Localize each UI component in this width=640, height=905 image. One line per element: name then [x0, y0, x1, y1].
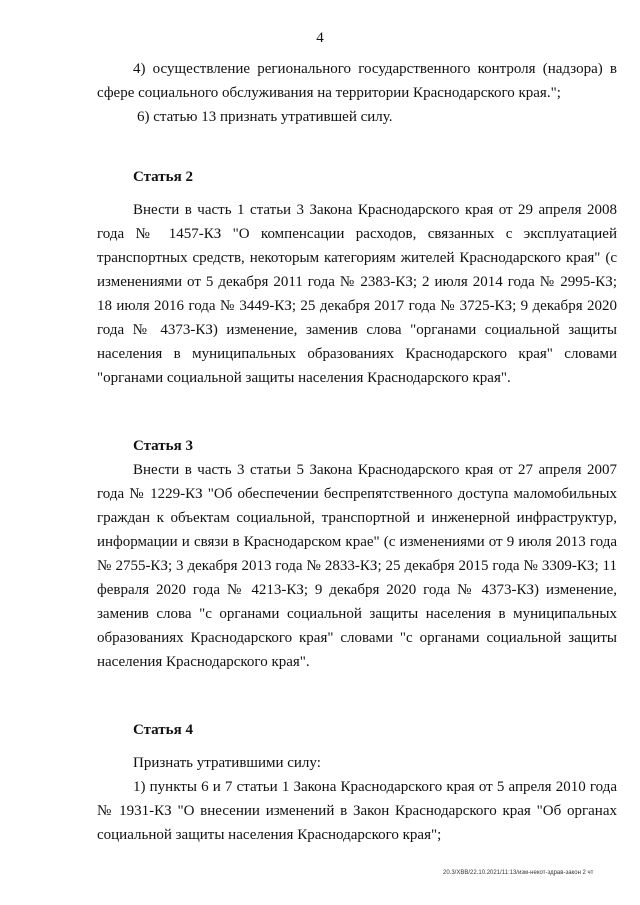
spacer — [97, 129, 617, 165]
article-3-text: Внести в часть 3 статьи 5 Закона Краснодарского края от 27 апреля 2007 года № 1229-КЗ "Об обеспечении беспрепятственного доступа маломобильных граждан к объектам социальной, транспортной и инженерной инфраструктур, информации и связи в Краснодарском крае" (с изменениями от 9 июля 2013 года № 2755-КЗ; 3 декабря 2013 года № 2833-КЗ; 25 декабря 2015 года № 3309-КЗ; 11 февраля 2020 года № 4213-КЗ; 9 декабря 2020 года № 4373-КЗ) изменение, заменив слова "с органами социальной защиты населения в муниципальных образованиях Краснодарского края" словами "с органами социальной защиты населения Краснодарского края". — [97, 462, 617, 670]
paragraph-item-4: 4) осуществление регионального государственного контроля (надзора) в сфере социального обслуживания на территории Краснодарского края."; — [97, 61, 617, 101]
paragraph-item-6: 6) статью 13 признать утратившей силу. — [137, 109, 393, 125]
article-4-intro: Признать утратившими силу: — [133, 755, 321, 771]
article-3-heading: Статья 3 — [133, 438, 193, 454]
article-2-heading: Статья 2 — [133, 169, 193, 185]
spacer — [97, 189, 617, 198]
spacer — [97, 390, 617, 434]
article-4-heading: Статья 4 — [133, 722, 193, 738]
document-body — [97, 57, 617, 847]
spacer — [97, 742, 617, 751]
article-4-item-1: 1) пункты 6 и 7 статьи 1 Закона Краснодарского края от 5 апреля 2010 года № 1931-КЗ "О внесении изменений в Закон Краснодарского края "Об органах социальной защиты населения Краснодарского края"; — [97, 779, 617, 843]
spacer — [97, 674, 617, 718]
article-2-text: Внести в часть 1 статьи 3 Закона Краснодарского края от 29 апреля 2008 года № 1457-КЗ "О компенсации расходов, связанных с эксплуатацией транспортных средств, некоторым категориям жителей Краснодарского края" (с изменениями от 5 декабря 2011 года № 2383-КЗ; 2 июля 2014 года № 2995-КЗ; 18 июля 2016 года № 3449-КЗ; 25 декабря 2017 года № 3725-КЗ; 9 декабря 2020 года № 4373-КЗ) изменение, заменив слова "органами социальной защиты населения в муниципальных образованиях Краснодарского края" словами "органами социальной защиты населения Краснодарского края". — [97, 202, 617, 386]
page-number: 4 — [316, 30, 324, 46]
document-footer-code: 20.3/XBB/22.10.2021/11:13/изм-некот-здрав-закон 2 чт — [443, 870, 594, 876]
